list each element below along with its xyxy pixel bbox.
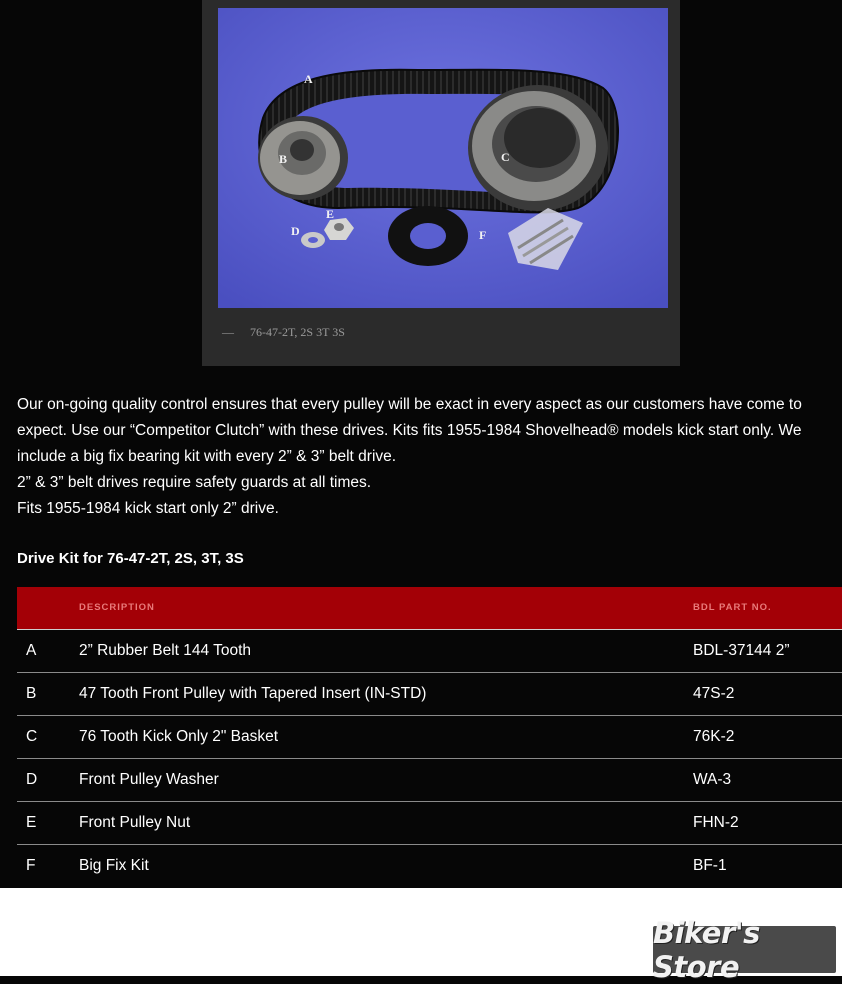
table-row [17, 715, 842, 758]
photo-label-b: B [279, 152, 288, 166]
parts-table [17, 587, 842, 887]
row-description: 2” Rubber Belt 144 Tooth [79, 629, 693, 672]
table-row [17, 629, 842, 672]
product-description [17, 392, 832, 522]
photo-label-f: F [479, 228, 487, 242]
table-row [17, 844, 842, 887]
row-part-number: 47S-2 [693, 672, 842, 715]
photo-label-c: C [501, 150, 510, 164]
fitment-note: Fits 1955-1984 kick start only 2” drive. [17, 500, 279, 517]
bikers-store-logo[interactable]: Biker's Store [653, 926, 836, 973]
table-row [17, 758, 842, 801]
header-letter [17, 587, 79, 629]
photo-label-a: A [304, 72, 313, 86]
washer-part-d [301, 232, 325, 248]
description-paragraph: Our on-going quality control ensures that every pulley will be exact in every aspect as our customers have come to expect. Use our “Competitor Clutch” with these drives. Kits fits 1955-1984 Shovelhead® models kick start only. We include a big fix bearing kit with every 2” & 3” belt drive. [17, 396, 802, 465]
figure-caption [222, 325, 345, 340]
kit-title: Drive Kit for 76-47-2T, 2S, 3T, 3S [17, 550, 244, 567]
row-letter: F [17, 844, 79, 887]
row-letter: D [17, 758, 79, 801]
caption-dash: — [222, 325, 234, 339]
row-description: Front Pulley Nut [79, 801, 693, 844]
row-description: 47 Tooth Front Pulley with Tapered Insert (IN-STD) [79, 672, 693, 715]
row-part-number: WA-3 [693, 758, 842, 801]
row-letter: E [17, 801, 79, 844]
row-part-number: BF-1 [693, 844, 842, 887]
row-part-number: FHN-2 [693, 801, 842, 844]
row-description: Big Fix Kit [79, 844, 693, 887]
header-description: DESCRIPTION [79, 602, 155, 614]
product-photo[interactable] [218, 8, 668, 308]
caption-text: 76-47-2T, 2S 3T 3S [250, 325, 345, 339]
header-part-number: BDL PART NO. [693, 602, 772, 614]
pulley-part-b [258, 116, 348, 200]
row-letter: B [17, 672, 79, 715]
table-row [17, 672, 842, 715]
safety-note: 2” & 3” belt drives require safety guards at all times. [17, 474, 372, 491]
basket-part-c [468, 85, 608, 211]
row-description: 76 Tooth Kick Only 2" Basket [79, 715, 693, 758]
row-description: Front Pulley Washer [79, 758, 693, 801]
row-part-number: 76K-2 [693, 715, 842, 758]
row-letter: A [17, 629, 79, 672]
product-figure [202, 0, 680, 366]
table-header-row [17, 587, 842, 629]
table-row [17, 801, 842, 844]
gasket-ring [388, 206, 468, 266]
photo-label-e: E [326, 207, 335, 221]
row-letter: C [17, 715, 79, 758]
photo-label-d: D [291, 224, 300, 238]
row-part-number: BDL-37144 2” [693, 629, 842, 672]
